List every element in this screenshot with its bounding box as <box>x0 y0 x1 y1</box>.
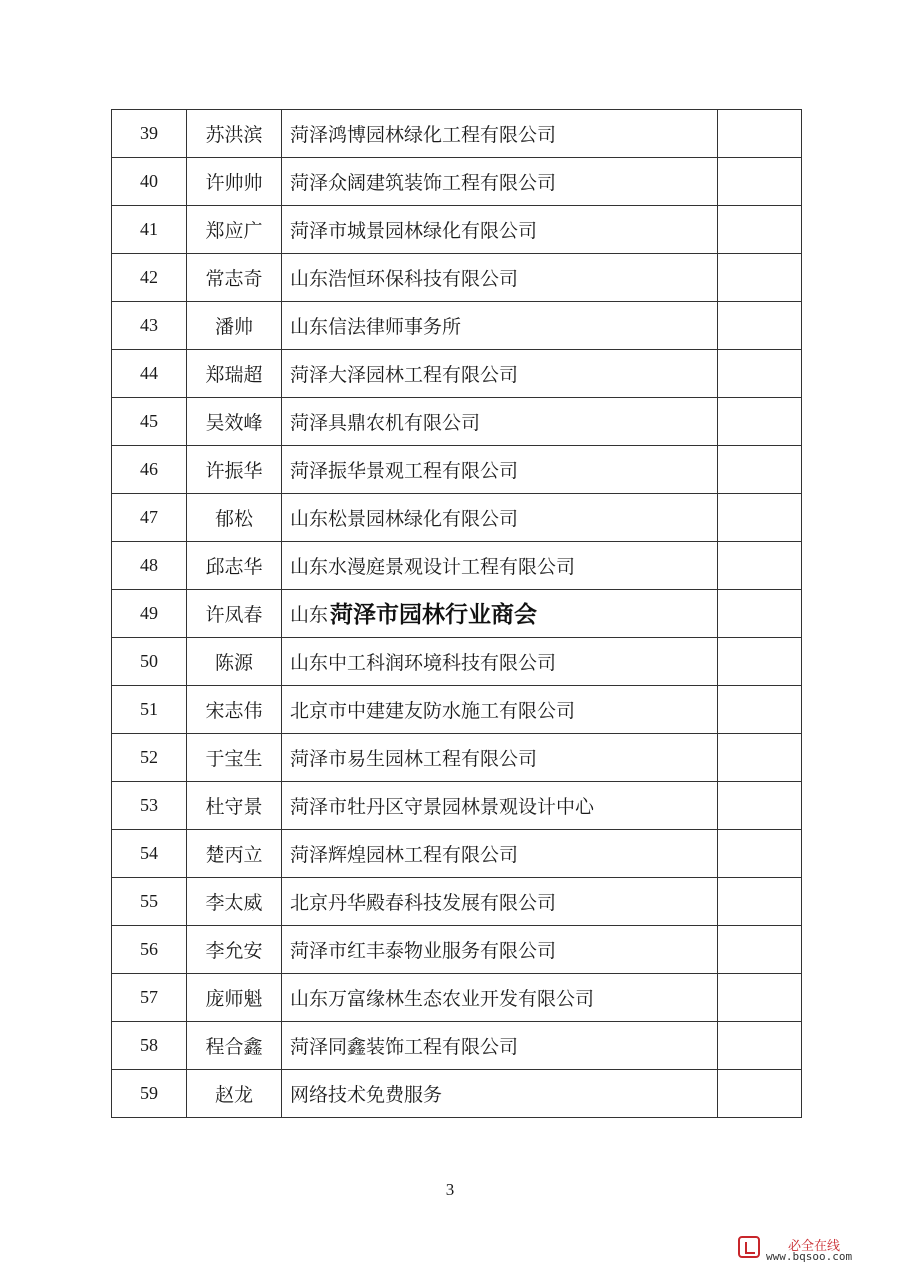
table-row <box>112 926 802 974</box>
company-cell: 北京丹华殿春科技发展有限公司 <box>282 878 718 926</box>
note-cell <box>718 638 802 686</box>
company-cell: 菏泽辉煌园林工程有限公司 <box>282 830 718 878</box>
table-row <box>112 350 802 398</box>
company-cell: 菏泽鸿博园林绿化工程有限公司 <box>282 110 718 158</box>
row-number-cell: 47 <box>112 494 187 542</box>
note-cell <box>718 158 802 206</box>
company-cell: 菏泽具鼎农机有限公司 <box>282 398 718 446</box>
table-row <box>112 638 802 686</box>
company-cell: 菏泽市牡丹区守景园林景观设计中心 <box>282 782 718 830</box>
company-cell: 山东信法律师事务所 <box>282 302 718 350</box>
company-cell: 山东 <box>282 590 718 638</box>
row-number-cell: 45 <box>112 398 187 446</box>
company-cell: 菏泽市红丰泰物业服务有限公司 <box>282 926 718 974</box>
member-name-cell: 邱志华 <box>187 542 282 590</box>
association-stamp-text: 菏泽市园林行业商会 <box>330 602 537 628</box>
watermark-title: 必全在线 <box>788 1239 841 1254</box>
row-number-cell: 52 <box>112 734 187 782</box>
row-number-cell: 39 <box>112 110 187 158</box>
member-name-cell: 郁松 <box>187 494 282 542</box>
table-row <box>112 206 802 254</box>
table-row <box>112 830 802 878</box>
row-number-cell: 44 <box>112 350 187 398</box>
note-cell <box>718 590 802 638</box>
note-cell <box>718 878 802 926</box>
note-cell <box>718 974 802 1022</box>
member-name-cell: 于宝生 <box>187 734 282 782</box>
note-cell <box>718 254 802 302</box>
member-name-cell: 许凤春 <box>187 590 282 638</box>
company-cell: 菏泽市城景园林绿化有限公司 <box>282 206 718 254</box>
table-row <box>112 494 802 542</box>
table-row <box>112 734 802 782</box>
table-row <box>112 878 802 926</box>
note-cell <box>718 206 802 254</box>
table-row <box>112 1022 802 1070</box>
company-cell: 山东水漫庭景观设计工程有限公司 <box>282 542 718 590</box>
table-row <box>112 542 802 590</box>
note-cell <box>718 494 802 542</box>
member-name-cell: 郑应广 <box>187 206 282 254</box>
row-number-cell: 46 <box>112 446 187 494</box>
company-cell: 山东松景园林绿化有限公司 <box>282 494 718 542</box>
row-number-cell: 51 <box>112 686 187 734</box>
row-number-cell: 48 <box>112 542 187 590</box>
note-cell <box>718 350 802 398</box>
note-cell <box>718 1022 802 1070</box>
site-watermark <box>738 1232 888 1264</box>
table-row <box>112 110 802 158</box>
note-cell <box>718 734 802 782</box>
logo-icon <box>738 1236 760 1258</box>
company-cell: 菏泽大泽园林工程有限公司 <box>282 350 718 398</box>
company-cell: 菏泽振华景观工程有限公司 <box>282 446 718 494</box>
member-name-cell: 陈源 <box>187 638 282 686</box>
member-name-cell: 李太威 <box>187 878 282 926</box>
table-row <box>112 398 802 446</box>
member-name-cell: 宋志伟 <box>187 686 282 734</box>
row-number-cell: 54 <box>112 830 187 878</box>
note-cell <box>718 542 802 590</box>
company-cell: 北京市中建建友防水施工有限公司 <box>282 686 718 734</box>
table-row <box>112 974 802 1022</box>
member-name-cell: 潘帅 <box>187 302 282 350</box>
member-name-cell: 楚丙立 <box>187 830 282 878</box>
row-number-cell: 40 <box>112 158 187 206</box>
row-number-cell: 50 <box>112 638 187 686</box>
row-number-cell: 59 <box>112 1070 187 1118</box>
table-row <box>112 446 802 494</box>
table-row <box>112 254 802 302</box>
table-row <box>112 782 802 830</box>
row-number-cell: 55 <box>112 878 187 926</box>
company-cell: 山东浩恒环保科技有限公司 <box>282 254 718 302</box>
row-number-cell: 56 <box>112 926 187 974</box>
row-number-cell: 42 <box>112 254 187 302</box>
member-name-cell: 吴效峰 <box>187 398 282 446</box>
company-cell: 网络技术免费服务 <box>282 1070 718 1118</box>
note-cell <box>718 446 802 494</box>
row-number-cell: 58 <box>112 1022 187 1070</box>
row-number-cell: 49 <box>112 590 187 638</box>
row-number-cell: 43 <box>112 302 187 350</box>
table-row <box>112 686 802 734</box>
note-cell <box>718 302 802 350</box>
member-name-cell: 杜守景 <box>187 782 282 830</box>
member-name-cell: 程合鑫 <box>187 1022 282 1070</box>
member-name-cell: 赵龙 <box>187 1070 282 1118</box>
row-number-cell: 57 <box>112 974 187 1022</box>
company-cell: 山东万富缘林生态农业开发有限公司 <box>282 974 718 1022</box>
member-name-cell: 李允安 <box>187 926 282 974</box>
page-number: 3 <box>445 1180 455 1199</box>
note-cell <box>718 830 802 878</box>
member-name-cell: 许振华 <box>187 446 282 494</box>
note-cell <box>718 782 802 830</box>
company-cell: 菏泽众阔建筑装饰工程有限公司 <box>282 158 718 206</box>
watermark-url: www.bqsoo.com <box>766 1250 853 1263</box>
note-cell <box>718 686 802 734</box>
member-name-cell: 庞师魁 <box>187 974 282 1022</box>
company-cell: 山东中工科润环境科技有限公司 <box>282 638 718 686</box>
member-name-cell: 常志奇 <box>187 254 282 302</box>
member-name-cell: 郑瑞超 <box>187 350 282 398</box>
note-cell <box>718 398 802 446</box>
member-name-cell: 许帅帅 <box>187 158 282 206</box>
note-cell <box>718 1070 802 1118</box>
table-row <box>112 1070 802 1118</box>
table-row <box>112 158 802 206</box>
note-cell <box>718 926 802 974</box>
company-cell: 菏泽市易生园林工程有限公司 <box>282 734 718 782</box>
company-cell: 菏泽同鑫装饰工程有限公司 <box>282 1022 718 1070</box>
table-row <box>112 302 802 350</box>
note-cell <box>718 110 802 158</box>
row-number-cell: 53 <box>112 782 187 830</box>
member-name-cell: 苏洪滨 <box>187 110 282 158</box>
row-number-cell: 41 <box>112 206 187 254</box>
